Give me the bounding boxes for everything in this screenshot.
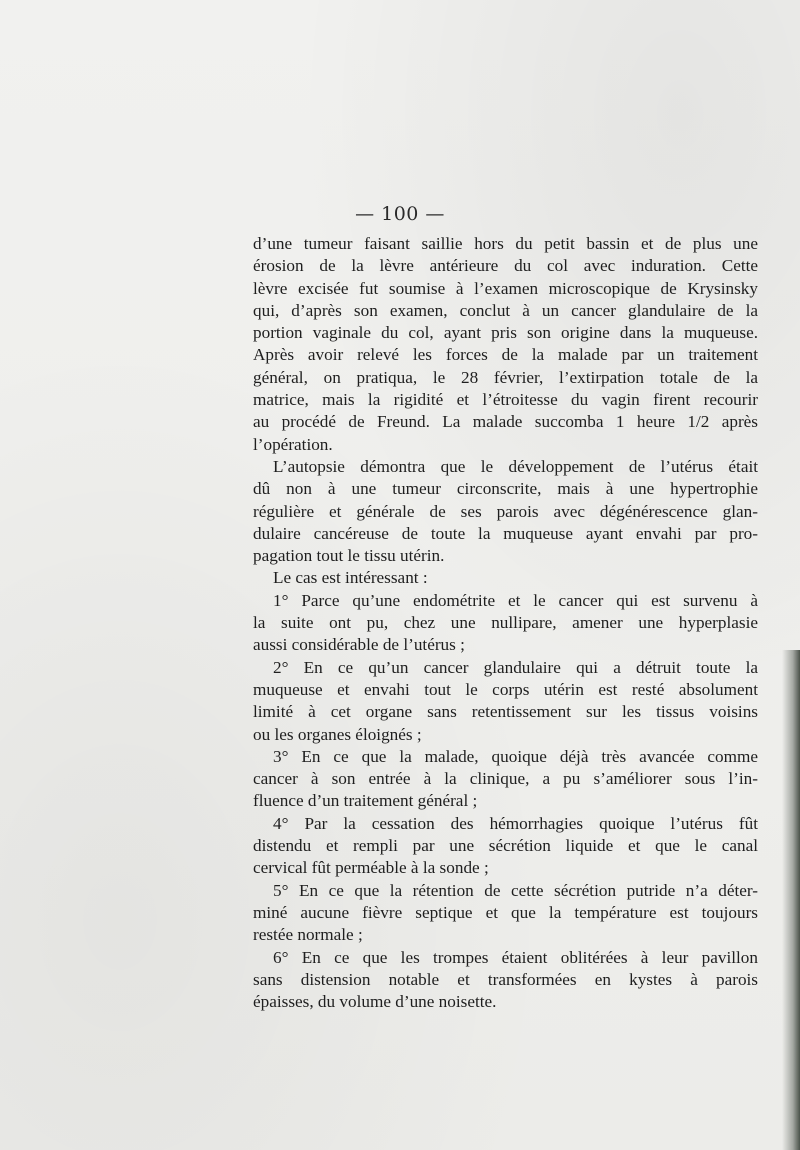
text-line: restée normale ; [253, 925, 363, 945]
text-line: limité à cet organe sans retentissement sur les tissus voisins [253, 702, 758, 722]
text-line: 5° En ce que la rétention de cette sécrétion putride n’a déter- [273, 880, 758, 900]
text-line: L’autopsie démontra que le développement de l’utérus était [273, 456, 758, 476]
text-line: dulaire cancéreuse de toute la muqueuse ayant envahi par pro- [253, 523, 758, 543]
text-line: portion vaginale du col, ayant pris son origine dans la muqueuse. [253, 323, 758, 343]
text-line: l’opération. [253, 434, 333, 454]
text-line: épaisses, du volume d’une noisette. [253, 992, 497, 1012]
text-line: pagation tout le tissu utérin. [253, 546, 445, 566]
text-line: 1° Parce qu’une endométrite et le cancer qui est survenu à [273, 590, 758, 610]
text-line: cervical fût perméable à la sonde ; [253, 858, 489, 878]
text-line: sans distension notable et transformées en kystes à parois [253, 969, 758, 989]
text-line: régulière et générale de ses parois avec dégénérescence glan- [253, 501, 758, 521]
text-line: dû non à une tumeur circonscrite, mais à une hypertrophie [253, 479, 758, 499]
text-line: la suite ont pu, chez une nullipare, amener une hyperplasie [253, 613, 758, 633]
text-line: 6° En ce que les trompes étaient oblitérées à leur pavillon [273, 947, 758, 967]
page-number: — 100 — [355, 203, 445, 225]
text-line: lèvre excisée fut soumise à l’examen microscopique de Krysinsky [253, 278, 758, 298]
text-line: aussi considérable de l’utérus ; [253, 635, 465, 655]
text-line: 2° En ce qu’un cancer glandulaire qui a détruit toute la [273, 657, 758, 677]
text-line: cancer à son entrée à la clinique, a pu s’améliorer sous l’in- [253, 769, 758, 789]
text-line: général, on pratiqua, le 28 février, l’extirpation totale de la [253, 367, 758, 387]
text-line: érosion de la lèvre antérieure du col avec induration. Cette [253, 256, 758, 276]
text-line: d’une tumeur faisant saillie hors du petit bassin et de plus une [253, 234, 758, 253]
page-edge-shadow [782, 650, 800, 1150]
text-line: matrice, mais la rigidité et l’étroitesse du vagin firent recourir [253, 390, 758, 410]
text-line: qui, d’après son examen, conclut à un cancer glandulaire de la [253, 300, 758, 320]
text-line: 3° En ce que la malade, quoique déjà très avancée comme [273, 746, 758, 766]
text-line: miné aucune fièvre septique et que la température est toujours [253, 902, 758, 922]
body-text [253, 233, 758, 1013]
text-line: 4° Par la cessation des hémorrhagies quoique l’utérus fût [273, 813, 758, 833]
text-line: fluence d’un traitement général ; [253, 791, 478, 811]
text-line: Le cas est intéressant : [273, 568, 428, 588]
text-line: distendu et rempli par une sécrétion liquide et que le canal [253, 836, 758, 856]
text-line: au procédé de Freund. La malade succomba 1 heure 1/2 après [253, 412, 758, 432]
text-line: muqueuse et envahi tout le corps utérin est resté absolument [253, 679, 758, 699]
text-line: Après avoir relevé les forces de la malade par un traitement [253, 345, 758, 365]
text-line: ou les organes éloignés ; [253, 724, 422, 744]
